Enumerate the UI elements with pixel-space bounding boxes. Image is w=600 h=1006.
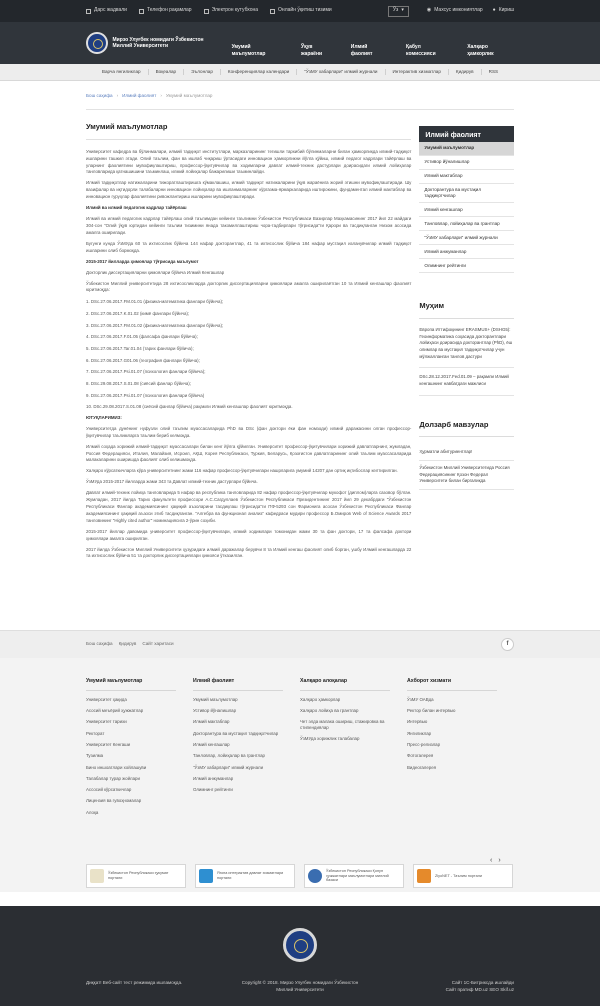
list-item: 8. DSc.29.08.2017.S.01.08 (сиёсий фанлар бўйича); <box>86 380 191 386</box>
article-paragraph: Халқаро кўрсаткичларга кўра университетнинг жами 116 нафар профессор-ўқитувчилари нашрларига умумий 14207 дан ортиқ иқтибослар келтирилган. <box>86 468 398 474</box>
footer-link[interactable]: Чет элда малака ошириш, стажировка ва стипендиялар <box>300 719 385 731</box>
footer-bar <box>0 630 600 658</box>
news-title: Муҳим <box>419 301 445 311</box>
footer-link[interactable]: Устивор йўналишлар <box>193 707 237 713</box>
footer-link[interactable]: Ректорат <box>86 730 105 736</box>
footer-link[interactable]: Университет Кенгаши <box>86 741 131 747</box>
divider <box>193 690 283 691</box>
footer-link[interactable]: Университет ҳақида <box>86 696 127 702</box>
footer-link[interactable]: Ректор билан интервью <box>407 707 456 713</box>
eye-icon: ◉ <box>426 7 432 14</box>
divider <box>300 690 390 691</box>
footer-link[interactable]: Илмий кенгашлар <box>193 741 230 747</box>
footer-link[interactable]: Умумий маълумотлар <box>193 696 238 702</box>
top-link-library[interactable]: Электрон кутубхона <box>204 7 258 14</box>
footer-link-search[interactable]: Қидирув <box>118 641 137 647</box>
footer-col-title: Халқаро алоқалар <box>300 678 348 684</box>
article-heading: 2015-2017 йилларда ҳимоялар тўғрисида маълумот <box>86 258 199 264</box>
page-title: Умумий маълумотлар <box>86 122 168 131</box>
list-item: 7. DSc.27.06.2017.Psi.01.07 (психология фанлари бўйича); <box>86 369 206 375</box>
phone-icon <box>139 9 144 14</box>
footer-logo[interactable] <box>283 928 317 962</box>
footer-col-title: Илмий фаолият <box>193 678 235 684</box>
list-item: 5. DSc.27.06.2017.Tar.01.04 (тарих фанлари бўйича); <box>86 346 194 352</box>
subnav-all-news[interactable]: Варча янгиликлар <box>95 69 149 76</box>
site-header <box>0 22 600 64</box>
banner-label: Ягона интерактив давлат хизматлари портали <box>217 871 284 880</box>
nav-science[interactable]: Илмий фаолият <box>350 43 373 57</box>
footer-link[interactable]: Интервью <box>407 719 428 725</box>
sidebar-item-councils[interactable]: Илмий кенгашлар <box>419 203 514 217</box>
footer-link[interactable]: Танловлар, лойиҳалар ва грантлар <box>193 753 265 759</box>
divider <box>419 318 514 319</box>
breadcrumb <box>0 93 600 103</box>
site-footer <box>0 906 600 1006</box>
language-select[interactable]: Ўз ▾ <box>388 6 409 17</box>
divider <box>419 436 514 437</box>
topics-title: Долзарб мавзулар <box>419 419 489 429</box>
calendar-icon <box>86 9 91 14</box>
footer-link[interactable]: Олимнинг рейтинги <box>193 787 233 793</box>
article-paragraph: Илмий соҳада хорижий илмий-тадқиқот муассасалари билан кенг йўлга қўйилган. Университет профессор-ўқитувчилари хорижий давлатларнинг, жумладан, Россия Федерацияси, Италия, Малайзия, Исроил, АҚШ, Корея Республикаси, Туркия, Беларусь, Қозоғистон давлатларининг олий таълим муассасаларида малакаларини оширишда фаолият олиб келишмоқда. <box>86 443 412 463</box>
news-list <box>419 327 514 395</box>
footer-col-international <box>300 678 407 892</box>
monitor-icon <box>270 9 275 14</box>
footer-link[interactable]: ЎзМУ ОАВда <box>407 696 434 702</box>
list-item: 4. DSc.27.06.2017.F.01.05 (фалсафа фанлари бўйича); <box>86 334 198 340</box>
footer-link[interactable]: Тузилма <box>86 753 104 759</box>
banner-label: Ўзбекистон Республикаси ҳукумат портали <box>108 871 169 880</box>
divider <box>86 139 411 140</box>
footer-col-science <box>193 678 300 892</box>
sidebar-item-grants[interactable]: Танловлар, лойиҳалар ва грантлар <box>419 217 514 231</box>
footer-col-title: Умумий маълумотлар <box>86 678 143 684</box>
nav-international[interactable]: Халқаро ҳамкорлик <box>467 43 494 57</box>
article-paragraph: 2015-2017 йиллар давомида университет профессор-ўқитувчилари, илмий ходимлари томонидан жами 30 та фан доктори, 17 та фалсафа доктори ҳимоялари амалга оширилган. <box>86 528 412 541</box>
footer-col-general <box>86 678 193 892</box>
main-nav <box>232 44 514 59</box>
footer-link[interactable]: Докторантура ва мустақил тадқиқотчилар <box>193 730 279 736</box>
topic-item[interactable]: Ўзбекистон Миллий Университетида Россия Федерациясининг Қозон Федерал Университети билан биргаликда <box>419 461 514 490</box>
footer-link[interactable]: Янгиликлар <box>407 730 432 736</box>
list-item: 10. DSc.29.08.2017.S.01.08 (сиёсий фанлар бўйича) рақамли Илмий кенгашлар фаолият юритмоқда. <box>86 404 293 410</box>
sidebar-item-conferences[interactable]: Илмий анжуманлар <box>419 245 514 259</box>
banner-label: Ўзбекистон Республикаси Қонун ҳужжатлари маълумотлари миллий базаси <box>326 868 389 883</box>
accessibility-link[interactable]: ◉ Махсус имкониятлар <box>426 7 483 14</box>
article-paragraph: Илмий ва илмий педагогик кадрлар тайёрлаш олий таълимдан кейинги таълимни Ўзбекистон Республикаси Вазирлар Маҳкамасининг 2017 йил 22 майдаги 304-сон "Олий ўқув юртидан кейинги таълим тизимини янада такомиллаштириш чора-тадбирлари тўғрисида"ги Қарори ва тасдиқланган Низом асосида амалга оширилади. <box>86 216 412 235</box>
breadcrumb-section[interactable]: Илмий фаолият <box>122 93 157 98</box>
breadcrumb-separator: › <box>116 93 119 98</box>
book-icon <box>204 9 209 14</box>
sidebar-item-priorities[interactable]: Устивор йўналишлар <box>419 156 514 170</box>
banner-law-database[interactable] <box>304 864 404 888</box>
banner-label: ZiyoNET - Таълим портали <box>435 873 483 878</box>
nav-study-process[interactable]: Ўқув жараёни <box>300 43 323 57</box>
footer-notice: Диққат! Веб-сайт тест режимида ишламоқда. <box>86 980 183 985</box>
footer-link-sitemap[interactable]: Сайт харитаси <box>142 641 174 647</box>
footer-link[interactable]: Фотогалерея <box>407 753 434 759</box>
carousel-next-icon[interactable]: › <box>498 857 501 864</box>
footer-link[interactable]: Ассосий кўрсаткичлар <box>86 787 132 793</box>
chevron-down-icon: ▾ <box>401 7 404 14</box>
footer-col-title: Ахборот хизмати <box>407 678 452 684</box>
article-paragraph: Ўзбекистон Миллий университетида 28 ихтисосликларда докторлик диссертацияларни ҳимоялари амалга оширилаётган 10 та Илмий кенгашлар фаолият юритмоқда: <box>86 280 412 293</box>
subnav-search[interactable]: Қидирув <box>449 69 482 76</box>
banner-services-portal[interactable] <box>195 864 295 888</box>
list-item: 3. DSc.27.06.2017.FM.01.02 (физика-математика фанлари бўйича); <box>86 322 224 328</box>
subnav-rss[interactable]: RSS <box>488 68 499 74</box>
sidebar-item-doctoral[interactable]: Докторантура ва мустақил тадқиқотчилар <box>419 184 514 203</box>
sidebar-heading: Илмий фаолият <box>419 126 514 142</box>
article-paragraph: Докторлик диссертацияларни ҳимоялари бўйича Илмий Кенгашлар <box>86 269 225 275</box>
banner-gov-portal[interactable] <box>86 864 186 888</box>
footer-link[interactable]: Асосий меъёрий ҳужжатлар <box>86 707 144 713</box>
footer-link[interactable]: "ЎзМУ хабарлари" илмий журнали <box>193 764 264 770</box>
article-heading: ЮТУҚЛАРИМИЗ: <box>86 414 122 420</box>
subnav-conference-calendar[interactable]: Конференциялар календари <box>221 69 297 76</box>
footer-columns <box>0 658 600 892</box>
sidebar <box>419 126 514 564</box>
footer-link[interactable]: Илмий анжуманлар <box>193 775 234 781</box>
article-paragraph: ЎзМУда 2015-2017 йилларда жами 343 та Давлат илмий-техник дастурлари бўйича. <box>86 479 258 485</box>
nav-general-info[interactable]: Умумий маълумотлар <box>231 43 266 57</box>
footer-link-home[interactable]: Бош саҳифа <box>86 641 113 647</box>
article-paragraph: Илмий тадқиқотлар натижаларини тижоратлаштиришга кўмаклашиш, илмий тадқиқот натижаларини ўқув жараёнига жорий этишни мувофиқлаштиради. Шу вазифалар ва иқтидорли талабаларни инновацион лойиҳалар ва ишланмаларнинг кўргазма-ярмаркаларида иштирокини, фундаментал илмий мактаблар ва инновацион гуруҳлар фаолиятини ривожлантириш ишларини мувофиқлаштиради. <box>86 180 412 200</box>
top-link-phones[interactable]: Телефон рақамлар <box>139 7 192 14</box>
divider <box>86 109 514 110</box>
footer-link[interactable]: Бино иншоатлари хойлашуви <box>86 764 147 770</box>
top-bar <box>0 0 600 22</box>
article-paragraph: Университетда дунёнинг нуфузли олий таълим муассасаларида PhD ва DSc (фан доктори ёки фан номзоди) илмий даражасини олган профессор-ўқитувчилар таълимларга таълим бериб келмоқда. <box>86 425 412 438</box>
subnav-interactive-services[interactable]: Интерактив хизматлар <box>386 69 449 76</box>
carousel-prev-icon[interactable]: ‹ <box>490 857 493 864</box>
list-item: 9. DSc.27.06.2017.Psi.01.07 (психология фанлари бўйича) <box>86 392 205 398</box>
government-building-icon <box>90 869 104 883</box>
services-icon <box>199 869 213 883</box>
breadcrumb-separator: › <box>160 93 162 98</box>
sidebar-item-journal[interactable]: "ЎзМУ хабарлари" илмий журнали <box>419 231 514 245</box>
footer-link[interactable]: Халқаро ҳамкорлар <box>300 696 341 702</box>
partner-banners <box>86 864 513 888</box>
article-paragraph: 2017 йилда Ўзбекистон Миллий Университети ҳузуридаги илмий даражалар берувчи 8 та Илмий кенгаш фаолият олиб борган, ушбу Илмий кенгашларда 22 та ихтисослик бўйича 51 та докторлик диссертациялари ҳимояси ўтказилган. <box>86 546 412 559</box>
emblem-icon <box>308 869 322 883</box>
list-item: 2. DSc.27.06.2017.K.01.02 (кимё фанлари бўйича); <box>86 311 190 317</box>
sidebar-item-general-info[interactable]: Умумий маълумотлар <box>419 142 514 156</box>
article-paragraph: Давлат илмий-техник лойиҳа танловларида 5 нафар ва республика танловларида 82 нафар профессор-ўқитувчилар мукофот (диплом)ларга сазовор бўлган. Жумладан, 2017 йилда Тарих факультети профессори А.С.Сагдуллаев Ўзбекистон Республикаси Президентининг 2017 йил 29 декабрдаги "Ўзбекистон Республикаси Фанлар академиясининг ҳақиқий аъзоларини тасдиқлаш тўғрисида"ги ПФ-5293 сон Фармонига асосан Ўзбекистон Республикаси Фанлар академиясининг ҳақиқий аъзоси этиб тасдиқланган. "Алгебра ва функционал анализ" кафедраси мудири профессор Б.Омиров Web of Science Awards 2017 танловининг "Highly cited author" номинациясига 2-ўрин соҳиби. <box>86 490 412 523</box>
ziyonet-logo-icon <box>417 869 431 883</box>
footer-text <box>86 980 514 994</box>
footer-link[interactable]: Илмий мактаблар <box>193 719 230 725</box>
article-paragraph: Бугунги кунда ЎзМУда 60 та ихтисослик бўйича 144 нафар докторантлар, 41 та ихтисослик бўйича 184 нафар мустақил изланувчилар илмий тадқиқот ишларини олиб бормоқда. <box>86 240 412 253</box>
facebook-icon[interactable]: f <box>501 638 514 651</box>
main-wrap <box>0 122 600 564</box>
top-link-online-learning[interactable]: Онлайн ўқитиш тизими <box>270 7 332 14</box>
divider <box>86 690 176 691</box>
news-item[interactable]: DSc.28.12.2017.Fed.01.09 – рақамли Илмий кенгашнинг навбатдаги мажлиси <box>419 374 514 395</box>
council-list <box>86 298 411 410</box>
footer-link[interactable]: Талабалар турар жойлари <box>86 775 140 781</box>
footer-link[interactable]: Пресс-релизлар <box>407 741 441 747</box>
list-item: 1. DSc.27.06.2017.FM.01.01 (физика-математика фанлари бўйича); <box>86 299 224 305</box>
news-item[interactable]: Европа Иттифоқининг ERASMUS+ (DSHG5): Геоинформатика соҳасида докторантлари лойиҳаси доирасида докторантлар (PhD), ёш олимлар ва мустақил тадқиқотчилар учун мўлжалланган танлов дастури <box>419 327 514 368</box>
footer-copyright: Copyright © 2018. Мирзо Улуғбек номидаги Ўзбекистон Миллий Университети <box>241 980 359 992</box>
article-paragraph: Университет кафедра ва бўлинмалари, илмий тадқиқот институтлари, марказларининг тегишли таркибий бўлинмаларни билан ҳамкорликда илмий-тадқиқот ишларини ташкил этади. Олий таълим, фан ва ишлаб чиқариш ўртасидаги инновацион ҳамкорликни йўлга қўйиш, илмий педагог кадрлари тайёрлаш ва уларнинг фаолиятини мувофиқлаштириш, профессор-ўқитувчилар ва ходимларни давлат илмий-техник дастурлари доирасидаги илмий лойиҳалар танловларида қатнашишини таъминлаш, илмий лойиҳалар бажарилиши таъминлайди. <box>86 148 412 175</box>
top-right <box>388 6 514 17</box>
topic-item[interactable]: Ҳурматли абитуриентлар! <box>419 445 514 461</box>
subnav-journal[interactable]: "ЎзМУ хабарлари" илмий журнали <box>297 69 385 76</box>
university-logo[interactable] <box>86 32 108 54</box>
footer-link[interactable]: Алоқа <box>86 809 99 815</box>
divider <box>407 690 497 691</box>
sidebar-item-rating[interactable]: Олимнинг рейтинги <box>419 259 514 273</box>
top-links <box>86 7 388 14</box>
user-icon: ● <box>492 7 496 14</box>
sidebar-menu <box>419 142 514 273</box>
sub-nav <box>0 64 600 81</box>
footer-links <box>86 641 501 648</box>
top-link-schedule[interactable]: Дарс жадвали <box>86 7 127 14</box>
footer-credits[interactable]: Сайт 1С-Битриксда ишлайди Сайт пратиф MD.uz SEO Skif.uz <box>445 980 514 992</box>
login-link[interactable]: ● Кириш <box>492 7 514 14</box>
breadcrumb-current: Умумий маълумотлар <box>165 93 213 98</box>
footer-link[interactable]: Видеогалерея <box>407 764 437 770</box>
article <box>86 122 411 564</box>
nav-admission[interactable]: Қабул комиссияси <box>406 43 436 57</box>
article-heading: Илмий ва илмий педагогик кадрлар тайёрлаш <box>86 205 187 211</box>
footer-link[interactable]: ЎзМУда хорижлик талабалар <box>300 736 360 742</box>
subnav-announcements[interactable]: Эълонлар <box>184 69 221 76</box>
footer-link[interactable]: Лицензия ва гувоҳномалар <box>86 798 142 804</box>
topics-list <box>419 445 514 489</box>
breadcrumb-home[interactable]: Бош саҳифа <box>86 93 113 98</box>
footer-link[interactable]: Халқаро лойиҳа ва грантлар <box>300 707 359 713</box>
subnav-events[interactable]: Воқеалар <box>149 69 185 76</box>
footer-link[interactable]: Университет тарихи <box>86 719 127 725</box>
sidebar-item-schools[interactable]: Илмий мактаблар <box>419 170 514 184</box>
banner-ziyonet[interactable] <box>413 864 513 888</box>
list-item: 6. DSc.27.06.2017.G01.06 (география фанлари бўйича); <box>86 357 200 363</box>
university-name[interactable]: Мирзо Улуғбек номидаги Ўзбекистон Миллий Университети <box>112 37 204 49</box>
